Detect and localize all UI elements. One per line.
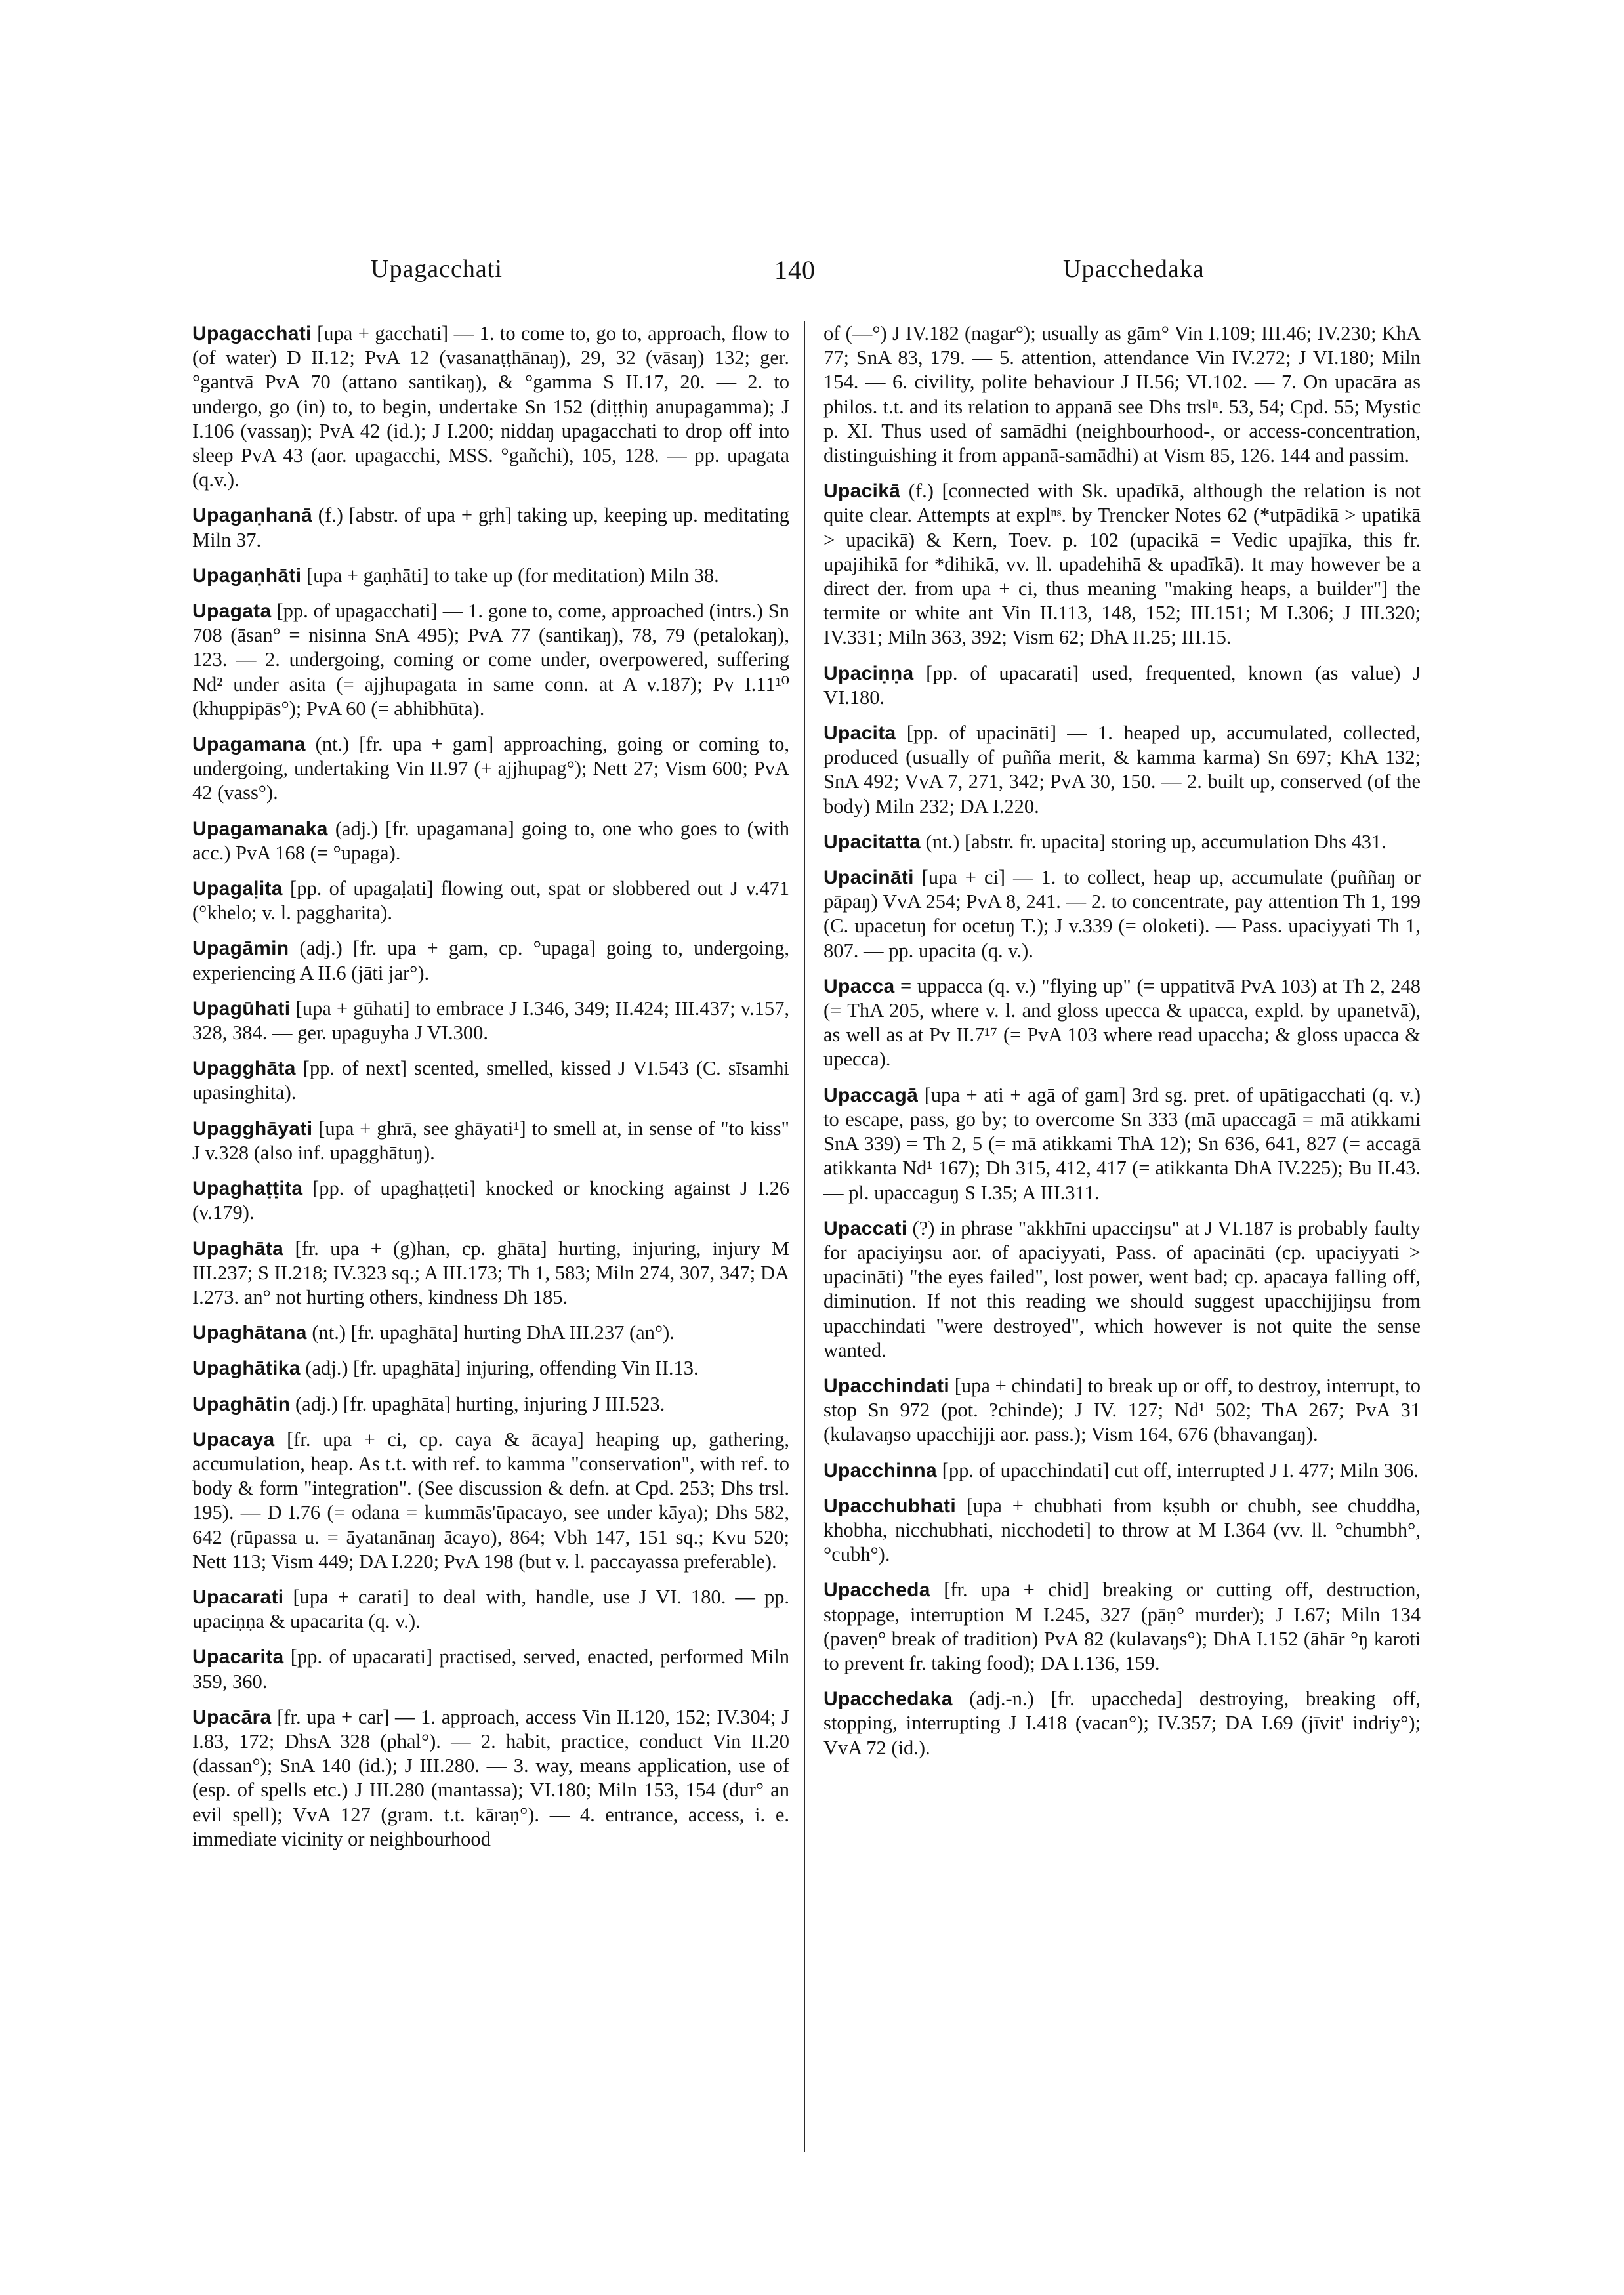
- entry-definition: (adj.) [fr. upa + gam, cp. °upaga] going to, undergoing, experiencing A II.6 (jāti jar°).: [192, 937, 789, 984]
- dictionary-entry: [192, 1392, 789, 1416]
- entry-definition: [pp. of upacināti] — 1. heaped up, accumulated, collected, produced (usually of puñña merit, & kamma karma) Sn 697; KhA 132; SnA 492; VvA 7, 271, 342; PvA 30, 150. — 2. built up, conserved (of the body) Miln 232; DA I.220.: [823, 722, 1421, 817]
- dictionary-entry: [192, 817, 789, 865]
- dictionary-entry: [192, 564, 789, 588]
- right-column: [823, 321, 1421, 2264]
- dictionary-entry: [192, 1428, 789, 1574]
- dictionary-entry: [823, 1216, 1421, 1363]
- entry-definition: (adj.) [fr. upaghāta] hurting, injuring J III.523.: [290, 1392, 665, 1415]
- entry-definition: (nt.) [fr. upaghāta] hurting DhA III.237 (an°).: [306, 1321, 675, 1344]
- column-divider: [804, 321, 805, 2152]
- entry-definition: (adj.) [fr. upaghāta] injuring, offending Vin II.13.: [300, 1357, 699, 1380]
- dictionary-entry: [192, 936, 789, 985]
- dictionary-entry: [823, 865, 1421, 963]
- dictionary-entry: [192, 1585, 789, 1634]
- left-column: [192, 321, 789, 2264]
- entry-definition: [upa + gacchati] — 1. to come to, go to, approach, flow to (of water) D II.12; PvA 12 (vasanaṭṭhānaŋ), 29, 32 (vāsaŋ) 132; ger. °gantvā PvA 70 (attano santikaŋ), & °gamma S II.17, 20. — 2. to undergo, go (in) to, to begin, undertake Sn 152 (diṭṭhiŋ anupagamma); J I.106 (vassaŋ); PvA 42 (id.); J I.200; niddaŋ upagacchati to drop off into sleep PvA 43 (aor. upagacchi, MSS. °gañchi), 105, 128. — pp. upagata (q.v.).: [192, 322, 789, 491]
- entry-headword: Upacāra: [192, 1706, 272, 1728]
- entry-headword: Upaghātika: [192, 1357, 301, 1380]
- header-first-word: Upagacchati: [371, 255, 503, 283]
- entry-definition: [upa + gaṇhāti] to take up (for meditation) Miln 38.: [301, 564, 719, 587]
- entry-headword: Upacināti: [823, 867, 914, 889]
- entry-definition: [upa + ci] — 1. to collect, heap up, accumulate (puññaŋ or pāpaŋ) VvA 254; PvA 8, 241. — 2. to concentrate, pay attention Th 1, 199 (C. upacetuŋ for ocetuŋ T.); J v.339 (= oloketi). — Pass. upaciyyati Th 1, 807. — pp. upacita (q. v.).: [823, 866, 1421, 962]
- dictionary-entry: [823, 479, 1421, 650]
- entry-headword: Upagamana: [192, 734, 306, 756]
- entry-definition: [pp. of upagacchati] — 1. gone to, come, approached (intrs.) Sn 708 (āsan° = nisinna SnA 495); PvA 77 (santikaŋ), 78, 79 (petalokaŋ), 123. — 2. undergoing, coming or come under, overpowered, suffering Nd² under asita (= ajjhupagata in same conn. at A v.187); Pv I.11¹⁰ (khuppipās°); PvA 60 (= abhibhūta).: [192, 600, 789, 720]
- entry-headword: Upacchinna: [823, 1459, 938, 1481]
- entry-headword: Upaghātana: [192, 1322, 307, 1344]
- entry-headword: Upaccagā: [823, 1084, 919, 1106]
- header-last-word: Upacchedaka: [1063, 255, 1205, 283]
- dictionary-entry: [823, 721, 1421, 819]
- entry-headword: Upaghātin: [192, 1393, 291, 1415]
- entry-headword: Upagacchati: [192, 323, 312, 344]
- entry-headword: Upacchubhati: [823, 1495, 956, 1517]
- dictionary-entry: [823, 1578, 1421, 1676]
- entry-headword: Upaccheda: [823, 1579, 930, 1602]
- dictionary-entry: [823, 661, 1421, 710]
- running-head: [0, 255, 1624, 294]
- entry-headword: Upagaṇhāti: [192, 564, 302, 587]
- entry-headword: Upagaṇhanā: [192, 505, 313, 527]
- entry-headword: Upagata: [192, 600, 272, 623]
- dictionary-entry: [192, 1176, 789, 1225]
- entry-headword: Upacitatta: [823, 831, 921, 853]
- entry-definition: [fr. upa + (g)han, cp. ghāta] hurting, injuring, injury M III.237; S II.218; IV.323 sq.; A III.173; Th 1, 583; Miln 274, 307, 347; DA I.273. an° not hurting others, kindness Dh 185.: [192, 1237, 789, 1308]
- dictionary-entry: [192, 1237, 789, 1310]
- entry-definition: [pp. of upacchindati] cut off, interrupted J I. 477; Miln 306.: [937, 1458, 1419, 1481]
- dictionary-entry: [192, 321, 789, 492]
- entry-definition: [upa + gūhati] to embrace J I.346, 349; II.424; III.437; v.157, 328, 384. — ger. upaguyha J VI.300.: [192, 997, 789, 1044]
- dictionary-entry: [192, 1117, 789, 1165]
- entry-definition: [pp. of upagaḷati] flowing out, spat or slobbered out J v.471 (°khelo; v. l. paggharita).: [192, 877, 789, 924]
- dictionary-entry: [823, 974, 1421, 1072]
- entry-headword: Upacca: [823, 975, 895, 997]
- entry-headword: Upacchedaka: [823, 1688, 953, 1710]
- entry-definition: (?) in phrase "akkhīni upacciŋsu" at J VI.187 is probably faulty for apaciyiŋsu aor. of apaciyyati, Pass. of apacināti (cp. upaciyyati > upacināti) "the eyes failed", lost power, went bad; cp. apacaya falling off, diminution. If not this reading we should suggest upacchijjiŋsu from upacchindati "were destroyed", which however is not quite the sense wanted.: [823, 1216, 1421, 1361]
- entry-definition: (adj.) [fr. upagamana] going to, one who goes to (with acc.) PvA 168 (= °upaga).: [192, 817, 789, 864]
- entry-definition: [fr. upa + ci, cp. caya & ācaya] heaping up, gathering, accumulation, heap. As t.t. with ref. to kamma "conservation", with ref. to body & form "integration". (See discussion & defn. at Cpd. 253; Dhs trsl. 195). — D I.76 (= odana = kummās'ūpacayo, see under kāya); Dhs 582, 642 (rūpassa u. = āyatanānaŋ ācayo), 864; Vbh 147, 151 sq.; Kvu 520; Nett 113; Vism 449; DA I.220; PvA 198 (but v. l. paccayassa preferable).: [192, 1428, 789, 1573]
- dictionary-entry: [192, 1356, 789, 1380]
- entry-headword: Upaccati: [823, 1217, 907, 1239]
- entry-headword: Upacikā: [823, 480, 901, 503]
- entry-definition: [pp. of upacarati] used, frequented, known (as value) J VI.180.: [823, 661, 1421, 709]
- entry-headword: Upagāmin: [192, 938, 289, 960]
- entry-definition: of (—°) J IV.182 (nagar°); usually as gām° Vin I.109; III.46; IV.230; KhA 77; SnA 83, 179. — 5. attention, attendance Vin IV.272; J VI.180; Miln 154. — 6. civility, polite behaviour J II.56; VI.102. — 7. On upacāra as philos. t.t. and its relation to appanā see Dhs trslⁿ. 53, 54; Cpd. 55; Mystic p. XI. Thus used of samādhi (neighbourhood-, or access-concentration, distinguishing it from appanā-samādhi) at Vism 85, 126. 144 and passim.: [823, 322, 1421, 467]
- page-number: 140: [774, 255, 816, 285]
- entry-headword: Upacarita: [192, 1646, 284, 1668]
- entry-headword: Upacaya: [192, 1428, 275, 1451]
- entry-definition: [pp. of upaghaṭṭeti] knocked or knocking against J I.26 (v.179).: [192, 1177, 789, 1224]
- dictionary-entry: [192, 1056, 789, 1105]
- dictionary-entry: [192, 503, 789, 552]
- entry-definition: (f.) [connected with Sk. upadīkā, although the relation is not quite clear. Attempts at explⁿˢ. by Trencker Notes 62 (*utpādikā > upatikā > upacikā) & Kern, Toev. p. 102 (upacikā = Vedic upajīka, this fr. upajihikā for *dihikā, vv. ll. upadehihā & upadīkā). It may however be a direct der. from upa + ci, thus meaning "making heaps, a builder"] the termite or white ant Vin II.113, 148, 152; III.151; M I.306; J III.320; IV.331; Miln 363, 392; Vism 62; DhA II.25; III.15.: [823, 480, 1421, 649]
- dictionary-entry: [823, 1374, 1421, 1447]
- entry-definition: [pp. of upacarati] practised, served, enacted, performed Miln 359, 360.: [192, 1645, 789, 1693]
- dictionary-entry: [192, 599, 789, 721]
- entry-definition: [upa + chubhati from kṣubh or chubh, see chuddha, khobha, nicchubhati, nicchodeti] to throw at M I.364 (vv. ll. °chumbh°, °cubh°).: [823, 1494, 1421, 1566]
- entry-headword: Upagghāyati: [192, 1117, 313, 1140]
- entry-headword: Upagūhati: [192, 997, 291, 1020]
- dictionary-entry: [823, 1687, 1421, 1760]
- entry-headword: Upacita: [823, 722, 896, 745]
- entry-headword: Upacarati: [192, 1586, 284, 1608]
- entry-definition: [upa + ghrā, see ghāyati¹] to smell at, in sense of "to kiss" J v.328 (also inf. upagghātuŋ).: [192, 1117, 789, 1164]
- dictionary-entry: [823, 1494, 1421, 1567]
- entry-headword: Upaghaṭṭita: [192, 1178, 303, 1200]
- entry-definition: [fr. upa + chid] breaking or cutting off, destruction, stoppage, interruption M I.245, 327 (pāṇ° murder); J I.67; Miln 134 (paveṇ° break of tradition) PvA 82 (kulavaŋs°); DhA I.152 (āhār °ŋ karoti to prevent fr. taking food); DA I.136, 159.: [823, 1579, 1421, 1674]
- dictionary-entry: [192, 877, 789, 925]
- entry-definition: [upa + ati + agā of gam] 3rd sg. pret. of upātigacchati (q. v.) to escape, pass, go by; to overcome Sn 333 (mā upaccagā = mā atikkami SnA 339) = Th 2, 5 (= mā atikkami ThA 12); Sn 636, 641, 827 (= accagā atikkanta Nd¹ 167); Dh 315, 412, 417 (= atikkanta DhA IV.225); Bu II.43. — pl. upaccaguŋ S I.35; A III.311.: [823, 1083, 1421, 1204]
- entry-definition: [fr. upa + car] — 1. approach, access Vin II.120, 152; IV.304; J I.83, 172; DhsA 328 (phal°). — 2. habit, practice, conduct Vin II.20 (dassan°); SnA 140 (id.); J III.280. — 3. way, means application, use of (esp. of spells etc.) J III.280 (mantassa); VI.180; Miln 153, 154 (dur° an evil spell); VvA 127 (gram. t.t. kāraṇ°). — 4. entrance, access, i. e. immediate vicinity or neighbourhood: [192, 1705, 789, 1850]
- dictionary-entry: [192, 1645, 789, 1693]
- entry-definition: (nt.) [abstr. fr. upacita] storing up, accumulation Dhs 431.: [921, 830, 1386, 853]
- dictionary-entry: [823, 830, 1421, 854]
- dictionary-entry: [823, 1083, 1421, 1205]
- dictionary-entry: [192, 997, 789, 1045]
- entry-headword: Upagaḷita: [192, 878, 283, 900]
- entry-definition: (f.) [abstr. of upa + gṛh] taking up, keeping up. meditating Miln 37.: [192, 504, 789, 551]
- entry-definition: [pp. of next] scented, smelled, kissed J VI.543 (C. sīsamhi upasinghita).: [192, 1057, 789, 1104]
- entry-definition: (nt.) [fr. upa + gam] approaching, going or coming to, undergoing, undertaking Vin II.97 (+ ajjhupag°); Nett 27; Vism 600; PvA 42 (vass°).: [192, 733, 789, 804]
- entry-headword: Upaciṇṇa: [823, 662, 914, 684]
- entry-headword: Upagghāta: [192, 1058, 296, 1080]
- dictionary-entry: [192, 1705, 789, 1851]
- entry-definition: [upa + carati] to deal with, handle, use J VI. 180. — pp. upaciṇṇa & upacarita (q. v.).: [192, 1585, 789, 1633]
- dictionary-entry: [192, 1321, 789, 1345]
- entry-definition: (adj.-n.) [fr. upaccheda] destroying, breaking off, stopping, interrupting J I.418 (vacan°); IV.357; DA I.69 (jīvit' indriy°); VvA 72 (id.).: [823, 1687, 1421, 1759]
- entry-definition: [upa + chindati] to break up or off, to destroy, interrupt, to stop Sn 972 (pot. ?chinde); J IV. 127; Nd¹ 502; ThA 267; PvA 31 (kulavaŋso upacchijji aor. pass.); Vism 164, 676 (bhavangaŋ).: [823, 1374, 1421, 1446]
- dictionary-entry: [192, 732, 789, 806]
- entry-headword: Upaghāta: [192, 1237, 284, 1260]
- entry-definition: = uppacca (q. v.) "flying up" (= uppatitvā PvA 103) at Th 2, 248 (= ThA 205, where v. l. and gloss upecca & upacca, expld. by upanetvā), as well as at Pv II.7¹⁷ (= PvA 103 where read upaccha; & gloss upacca & upecca).: [823, 974, 1421, 1071]
- entry-headword: Upacchindati: [823, 1375, 949, 1397]
- entry-headword: Upagamanaka: [192, 817, 328, 840]
- dictionary-entry: [823, 1458, 1421, 1483]
- dictionary-entry: [823, 321, 1421, 468]
